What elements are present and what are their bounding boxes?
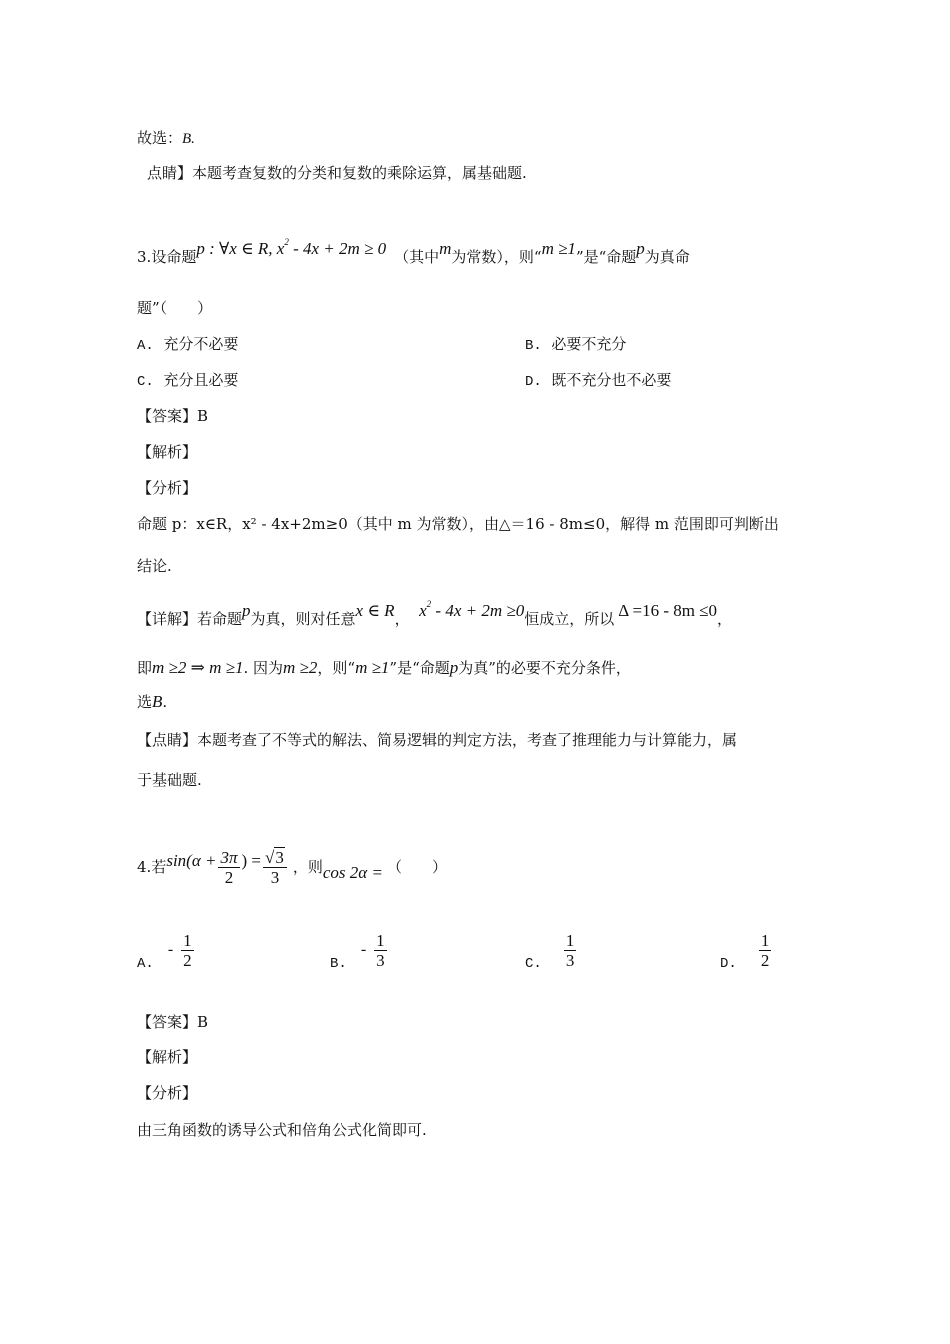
q3-detail-line1: 【详解】若命题p为真，则对任意x ∈ R， $x^2 - 4x + 2m \ge 0$恒成立，所以 Δ =16 - 8m ≤0， xyxy=(137,599,733,628)
q3-prompt-line2: 题”（ ） xyxy=(137,299,213,317)
q3-option-b[interactable]: B. 必要不充分 xyxy=(525,335,627,354)
q2-comment: 点睛】本题考查复数的分类和复数的乘除运算，属基础题. xyxy=(147,164,527,182)
q4-analysis-label: 【解析】 xyxy=(137,1048,198,1066)
q4-answer: 【答案】B xyxy=(137,1013,209,1031)
q3-option-c[interactable]: C. 充分且必要 xyxy=(137,371,239,390)
q3-p-formula: p : ∀x ∈ R, $x^2 - 4x + 2m \ge 0$ xyxy=(196,237,387,258)
q3-option-a[interactable]: A. 充分不必要 xyxy=(137,335,239,354)
q4-fenxi-text: 由三角函数的诱导公式和倍角公式化简即可. xyxy=(137,1121,427,1139)
q3-analysis-label: 【解析】 xyxy=(137,443,198,461)
q4-option-b[interactable]: B. - $\frac{1}{3}$ xyxy=(330,930,385,972)
q4-fenxi-label: 【分析】 xyxy=(137,1084,198,1102)
q3-answer: 【答案】B xyxy=(137,407,209,425)
q3-detail-line2: 即m ≥2 ⇒ m ≥1. 因为m ≥2，则“m ≥1”是“命题p为真”的必要不充分条件， xyxy=(137,658,631,677)
q4-option-d[interactable]: D. $\frac{1}{2}$ xyxy=(720,930,770,972)
q4-prompt: 4. 若 sin(α + $\frac{3\pi}{2}$ ) = $\frac{√3}{3}$ ，则 cos 2α = （ ） xyxy=(137,847,447,887)
q3-comment-line1: 【点睛】本题考查了不等式的解法、简易逻辑的判定方法，考查了推理能力与计算能力，属 xyxy=(137,731,738,749)
q3-option-d[interactable]: D. 既不充分也不必要 xyxy=(525,371,672,390)
q3-fenxi-line2: 结论. xyxy=(137,557,172,575)
q3-comment-line2: 于基础题. xyxy=(137,771,202,789)
q3-fenxi-line1: 命题 p：x∈R，x² - 4x+2m≥0（其中 m 为常数），由△＝16 - 8m≤0，解得 m 范围即可判断出 xyxy=(137,515,779,533)
q4-option-c[interactable]: C. $\frac{1}{3}$ xyxy=(525,930,575,972)
q3-detail-line3: 选B. xyxy=(137,692,168,711)
q4-frac-3pi-2: $\frac{3\pi}{2}$ xyxy=(220,847,238,887)
q4-frac-sqrt3-3: $\frac{√3}{3}$ xyxy=(263,848,287,887)
q3-prompt: 3.设命题p : ∀x ∈ R, $x^2 - 4x + 2m \ge 0$ （其中m为常数），则“m ≥1”是“命题p为真命 xyxy=(137,237,690,266)
q3-fenxi-label: 【分析】 xyxy=(137,479,198,497)
q2-conclusion: 故选：B. xyxy=(137,129,195,147)
q4-option-a[interactable]: A. - $\frac{1}{2}$ xyxy=(137,930,192,972)
